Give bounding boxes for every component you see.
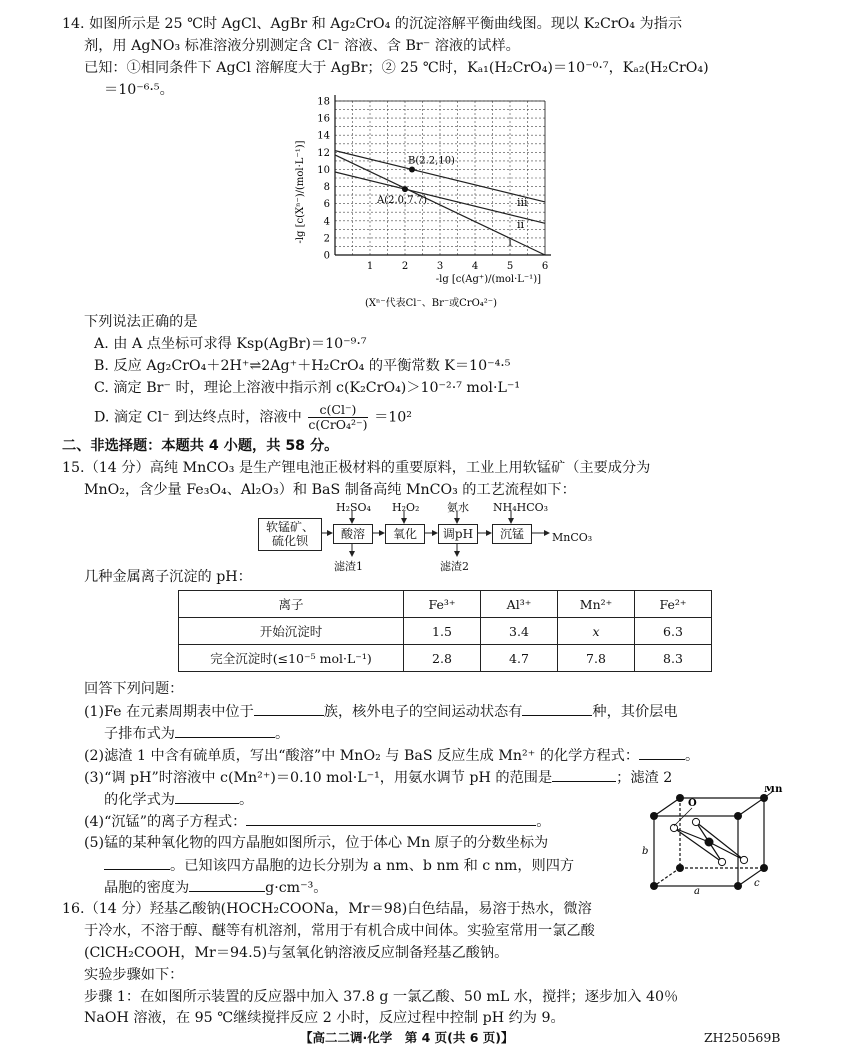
part3-text-d: 。 (238, 792, 254, 808)
table-cell: Al³⁺ (481, 591, 558, 618)
x-tick-label: 2 (401, 261, 409, 272)
series-line-ii (335, 172, 545, 223)
chart-caption: (Xⁿ⁻代表Cl⁻、Br⁻或CrO₄²⁻) (365, 298, 497, 309)
q14-line3: 已知：①相同条件下 AgCl 溶解度大于 AgBr；② 25 ℃时，Kₐ₁(H₂CrO₄)＝10⁻⁰·⁷，Kₐ₂(H₂CrO₄) (84, 60, 709, 76)
series-label: iii (517, 195, 528, 209)
answer-blank[interactable] (254, 701, 324, 716)
answer-blank[interactable] (246, 811, 536, 826)
section-title: 二、非选择题：本题共 4 小题，共 58 分。 (62, 438, 339, 454)
x-tick-label: 5 (506, 261, 514, 272)
q16-line3: (ClCH₂COOH，Mr＝94.5)与氢氧化钠溶液反应制备羟基乙酸钠。 (84, 945, 509, 961)
table-cell: Mn²⁺ (558, 591, 635, 618)
y-tick-label: 2 (323, 233, 330, 245)
q15-part1-cont (104, 723, 289, 745)
table-cell: 3.4 (481, 618, 558, 645)
answer-blank[interactable] (175, 723, 275, 738)
series-label: i (508, 235, 512, 249)
q15-line2: MnO₂，含少量 Fe₃O₄、Al₂O₃）和 BaS 制备高纯 MnCO₃ 的工艺流程如下： (84, 482, 576, 498)
part1-text-e: 。 (274, 726, 290, 742)
q16-line2: 于冷水，不溶于醇、醚等有机溶剂，常用于有机合成中间体。实验室常用一氯乙酸 (84, 923, 595, 939)
chart-xlabel: -lg [c(Ag⁺)/(mol·L⁻¹)] (435, 274, 541, 285)
table-cell: 完全沉淀时(≤10⁻⁵ mol·L⁻¹) (179, 645, 404, 672)
x-tick-label: 4 (471, 261, 479, 272)
table-cell: 开始沉淀时 (179, 618, 404, 645)
data-point-label: B(2.2,10) (408, 155, 455, 167)
table-cell: Fe²⁺ (635, 591, 712, 618)
step-oxidize-label: 氧化 (392, 527, 417, 541)
y-tick-label: 18 (317, 96, 330, 108)
part1-text-d: 子排布式为 (104, 726, 175, 742)
answer-blank[interactable] (639, 745, 685, 760)
label-c: c (754, 878, 760, 889)
ph-table (178, 590, 712, 672)
q14-option-d (94, 403, 412, 432)
table-cell: 1.5 (404, 618, 481, 645)
step-ph-label: 调pH (442, 527, 474, 541)
series-label: ii (517, 218, 525, 232)
table-cell: 7.8 (558, 645, 635, 672)
part4-end: 。 (536, 814, 551, 830)
flow-step-mn (492, 524, 532, 544)
table-cell: 8.3 (635, 645, 712, 672)
q14-line2: 剂，用 AgNO₃ 标准溶液分别测定含 Cl⁻ 溶液、含 Br⁻ 溶液的试样。 (84, 38, 520, 54)
data-point (402, 186, 408, 192)
output-residue-2: 滤渣2 (440, 560, 469, 573)
option-d-text: D. 滴定 Cl⁻ 到达终点时，溶液中 (94, 409, 302, 426)
x-tick-label: 1 (366, 261, 374, 272)
q14-option-b: B. 反应 Ag₂CrO₄＋2H⁺⇌2Ag⁺＋H₂CrO₄ 的平衡常数 K＝10⁻⁴·⁵ (94, 358, 511, 374)
answer-blank[interactable] (189, 877, 265, 892)
q15-part5-cont (104, 855, 574, 877)
flow-step-acid (333, 524, 373, 544)
table-row (179, 645, 712, 672)
part5-text-b: 。已知该四方晶胞的边长分别为 a nm、b nm 和 c nm，则四方 (170, 858, 575, 874)
crystal-cell-diagram (636, 786, 786, 896)
raw-material-1: 软锰矿、 (265, 520, 314, 534)
q16-line1: 16.（14 分）羟基乙酸钠(HOCH₂COONa，Mr＝98)白色结晶，易溶于热水，微溶 (62, 901, 592, 917)
part4-text: (4)“沉锰”的离子方程式： (84, 814, 247, 830)
table-cell: 2.8 (404, 645, 481, 672)
answer-blank[interactable] (552, 767, 616, 782)
chart-grid (335, 101, 545, 255)
y-tick-label: 10 (317, 164, 330, 176)
paper-code: ZH250569B (704, 1030, 781, 1045)
output-residue-1: 滤渣1 (334, 560, 363, 573)
solubility-chart (295, 92, 595, 314)
label-a: a (694, 886, 700, 896)
table-row (179, 618, 712, 645)
step-acid-label: 酸溶 (340, 527, 365, 541)
table-cell: x (558, 618, 635, 645)
label-b: b (642, 846, 649, 857)
q14-line1: 14. 如图所示是 25 ℃时 AgCl、AgBr 和 Ag₂CrO₄ 的沉淀溶解平衡曲线图。现以 K₂CrO₄ 为指示 (62, 16, 683, 32)
page-footer: 【高二二调·化学 第 4 页(共 6 页)】 (300, 1030, 514, 1045)
label-mn: Mn (764, 786, 783, 795)
q15-part2 (84, 745, 699, 767)
label-o: O (688, 798, 697, 809)
q15-part4 (84, 811, 551, 833)
chart-ticks (317, 97, 548, 273)
part1-text-a: (1)Fe 在元素周期表中位于 (84, 704, 254, 720)
table-cell: Fe³⁺ (404, 591, 481, 618)
y-tick-label: 12 (317, 147, 330, 159)
x-tick-label: 3 (436, 261, 444, 272)
q14-prompt: 下列说法正确的是 (84, 314, 198, 330)
answer-blank[interactable] (104, 855, 170, 870)
fraction-denominator: c(CrO₄²⁻) (308, 417, 368, 432)
answer-blank[interactable] (522, 701, 592, 716)
y-tick-label: 0 (323, 250, 330, 262)
data-point (409, 166, 415, 172)
q15-part5: (5)锰的某种氧化物的四方晶胞如图所示，位于体心 Mn 原子的分数坐标为 (84, 835, 549, 851)
fraction-numerator: c(Cl⁻) (308, 403, 367, 418)
input-h2so4: H₂SO₄ (336, 501, 371, 514)
flow-step-oxidize (385, 524, 425, 544)
part2-end: 。 (685, 748, 700, 764)
table-cell: 离子 (179, 591, 404, 618)
answer-blank[interactable] (175, 789, 239, 804)
table-row (179, 591, 712, 618)
q14-line4: ＝10⁻⁶·⁵。 (104, 82, 174, 98)
part2-text: (2)滤渣 1 中含有硫单质，写出“酸溶”中 MnO₂ 与 BaS 反应生成 Mn²⁺ 的化学方程式： (84, 748, 640, 764)
q15-line1: 15.（14 分）高纯 MnCO₃ 是生产锂电池正极材料的重要原料，工业上用软锰矿（主要成分为 (62, 460, 651, 476)
q15-part5-cont2 (104, 877, 328, 899)
part1-text-b: 族，核外电子的空间运动状态有 (323, 704, 523, 720)
q15-part1 (84, 701, 678, 723)
y-tick-label: 6 (323, 199, 330, 211)
flow-raw-materials (258, 518, 322, 551)
q16-line5: 步骤 1：在如图所示装置的反应器中加入 37.8 g 一氯乙酸、50 mL 水，搅拌；逐步加入 40％ (84, 989, 679, 1005)
input-ammonia: 氨水 (447, 501, 469, 514)
y-tick-label: 16 (317, 113, 330, 125)
q15-part3 (84, 767, 672, 789)
q15-part3-cont (104, 789, 253, 811)
part3-text-a: (3)“调 pH”时溶液中 c(Mn²⁺)＝0.10 mol·L⁻¹，用氨水调节 pH 的范围是 (84, 770, 553, 786)
step-mn-label: 沉锰 (499, 527, 524, 541)
option-d-fraction (308, 403, 367, 432)
table-cell: 4.7 (481, 645, 558, 672)
y-tick-label: 8 (323, 182, 330, 194)
part3-text-c: 的化学式为 (104, 792, 175, 808)
table-title: 几种金属离子沉淀的 pH： (84, 569, 252, 585)
part3-text-b: ；滤渣 2 (616, 770, 673, 786)
x-tick-label: 6 (541, 261, 549, 272)
q14-option-c: C. 滴定 Br⁻ 时，理论上溶液中指示剂 c(K₂CrO₄)＞10⁻²·⁷ mol·L⁻¹ (94, 380, 521, 396)
part5-text-c: 晶胞的密度为 (104, 880, 190, 896)
input-nh4hco3: NH₄HCO₃ (493, 501, 549, 514)
q16-line6: NaOH 溶液，在 95 ℃继续搅拌反应 2 小时，反应过程中控制 pH 约为 9。 (84, 1010, 565, 1026)
chart-ylabel: -lg [c(Xⁿ⁻)/(mol·L⁻¹)] (295, 140, 306, 244)
data-point-label: A(2.0,7.7) (376, 195, 428, 207)
raw-material-2: 硫化钡 (271, 534, 308, 548)
product-mnco3: MnCO₃ (552, 531, 593, 544)
option-d-value: ＝10² (374, 409, 412, 426)
part1-text-c: 种，其价层电 (592, 704, 678, 720)
y-tick-label: 4 (323, 216, 330, 228)
part5-text-d: g·cm⁻³。 (265, 880, 328, 896)
q14-option-a: A. 由 A 点坐标可求得 Ksp(AgBr)＝10⁻⁹·⁷ (94, 336, 367, 352)
flow-step-ph (438, 524, 478, 544)
input-h2o2: H₂O₂ (392, 501, 420, 514)
answer-prompt: 回答下列问题： (84, 681, 184, 697)
table-cell: 6.3 (635, 618, 712, 645)
q16-line4: 实验步骤如下： (84, 967, 184, 983)
y-tick-label: 14 (317, 130, 330, 142)
